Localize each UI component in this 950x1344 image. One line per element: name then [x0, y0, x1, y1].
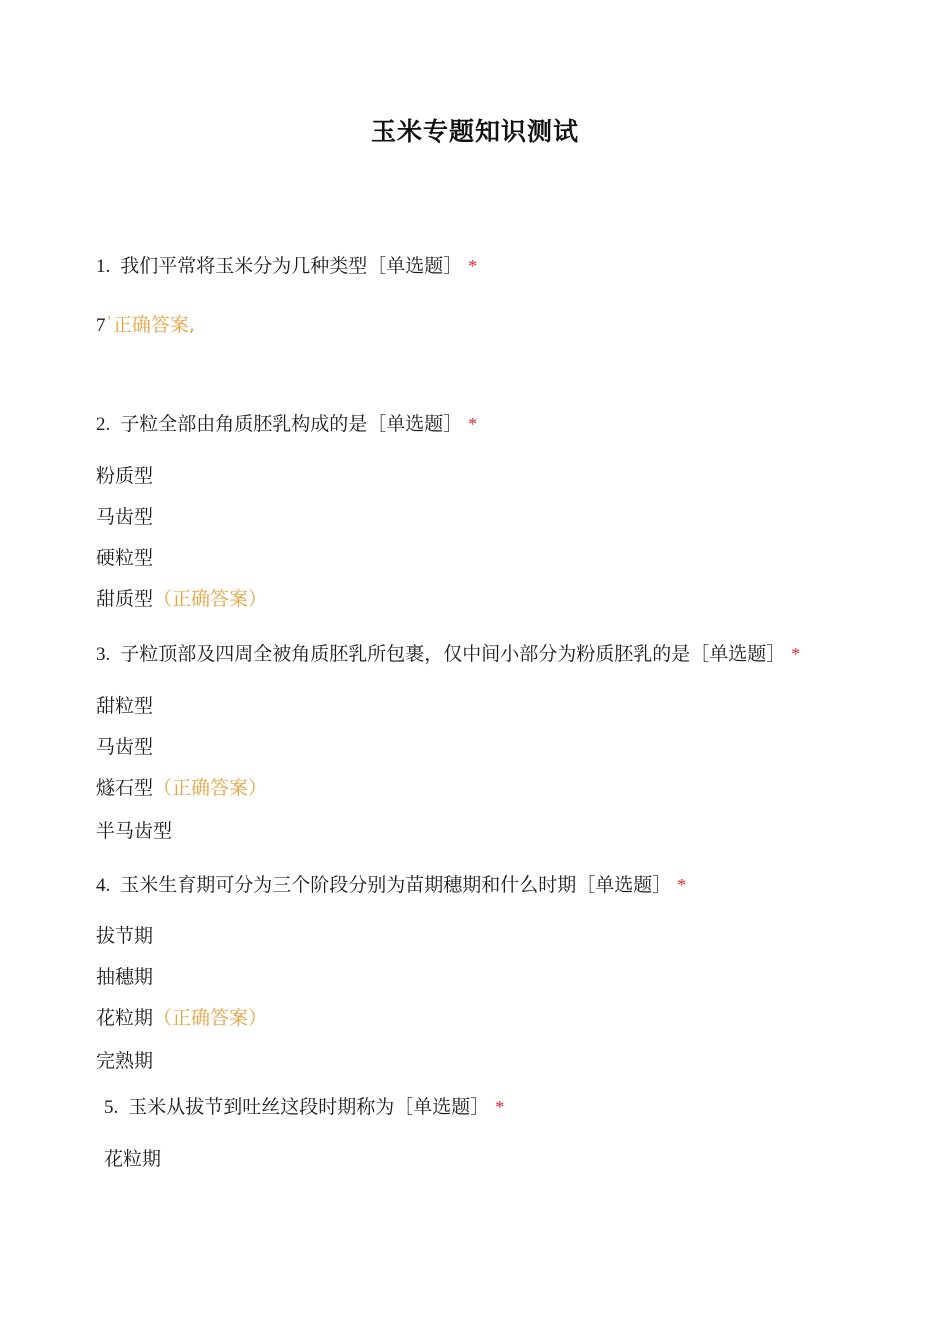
question-text: 玉米从拔节到吐丝这段时期称为［单选题］ — [128, 1096, 490, 1118]
option-item[interactable] — [96, 545, 153, 571]
required-mark: * — [791, 644, 801, 664]
required-mark: * — [495, 1097, 505, 1117]
option-item[interactable] — [96, 463, 153, 489]
option-item[interactable] — [96, 964, 153, 990]
option-item-correct[interactable] — [96, 1005, 267, 1031]
question-2 — [96, 411, 477, 438]
correct-answer-marker: （正确答案） — [153, 1007, 268, 1029]
option-item[interactable] — [96, 734, 153, 760]
question-number: 2. — [96, 414, 111, 435]
page-title: 玉米专题知识测试 — [370, 117, 579, 146]
option-label: 甜质型 — [96, 588, 154, 610]
option-label: 马齿型 — [96, 736, 154, 758]
option-label: 完熟期 — [96, 1050, 154, 1072]
option-item[interactable] — [96, 818, 172, 844]
required-mark: * — [468, 256, 478, 276]
option-item[interactable] — [96, 1048, 153, 1074]
answer-tick: ' — [107, 314, 111, 328]
correct-answer-marker: （正确答案） — [153, 777, 268, 799]
option-label: 拔节期 — [96, 925, 154, 947]
option-item[interactable] — [104, 1146, 161, 1172]
question-text: 子粒顶部及四周全被角质胚乳所包裹，仅中间小部分为粉质胚乳的是［单选题］ — [120, 643, 786, 665]
question-text: 我们平常将玉米分为几种类型［单选题］ — [120, 255, 463, 277]
question-5 — [104, 1094, 504, 1121]
answer-prefix: 7 — [96, 315, 106, 336]
correct-answer-marker: （正确答案） — [153, 588, 268, 610]
option-label: 马齿型 — [96, 506, 154, 528]
option-item[interactable] — [96, 504, 153, 530]
option-label: 粉质型 — [96, 465, 154, 487]
question-number: 4. — [96, 875, 111, 896]
question-text: 子粒全部由角质胚乳构成的是［单选题］ — [120, 413, 463, 435]
required-mark: * — [468, 414, 478, 434]
option-item-correct[interactable] — [96, 775, 267, 801]
question-1-answer — [96, 308, 195, 339]
required-mark: * — [677, 875, 687, 895]
question-number: 3. — [96, 644, 111, 665]
option-label: 半马齿型 — [96, 820, 173, 842]
option-item[interactable] — [96, 693, 153, 719]
question-number: 1. — [96, 256, 111, 277]
question-1 — [96, 253, 477, 280]
question-3 — [96, 641, 800, 668]
option-label: 花粒期 — [96, 1007, 154, 1029]
question-text: 玉米生育期可分为三个阶段分别为苗期穗期和什么时期［单选题］ — [120, 874, 672, 896]
question-4 — [96, 872, 686, 899]
option-label: 甜粒型 — [96, 695, 154, 717]
option-label: 花粒期 — [104, 1148, 162, 1170]
option-label: 燧石型 — [96, 777, 154, 799]
option-label: 硬粒型 — [96, 547, 154, 569]
correct-answer-label: 正确答案, — [112, 314, 195, 336]
option-item-correct[interactable] — [96, 586, 267, 612]
option-label: 抽穗期 — [96, 966, 154, 988]
question-number: 5. — [104, 1097, 119, 1118]
option-item[interactable] — [96, 923, 153, 949]
